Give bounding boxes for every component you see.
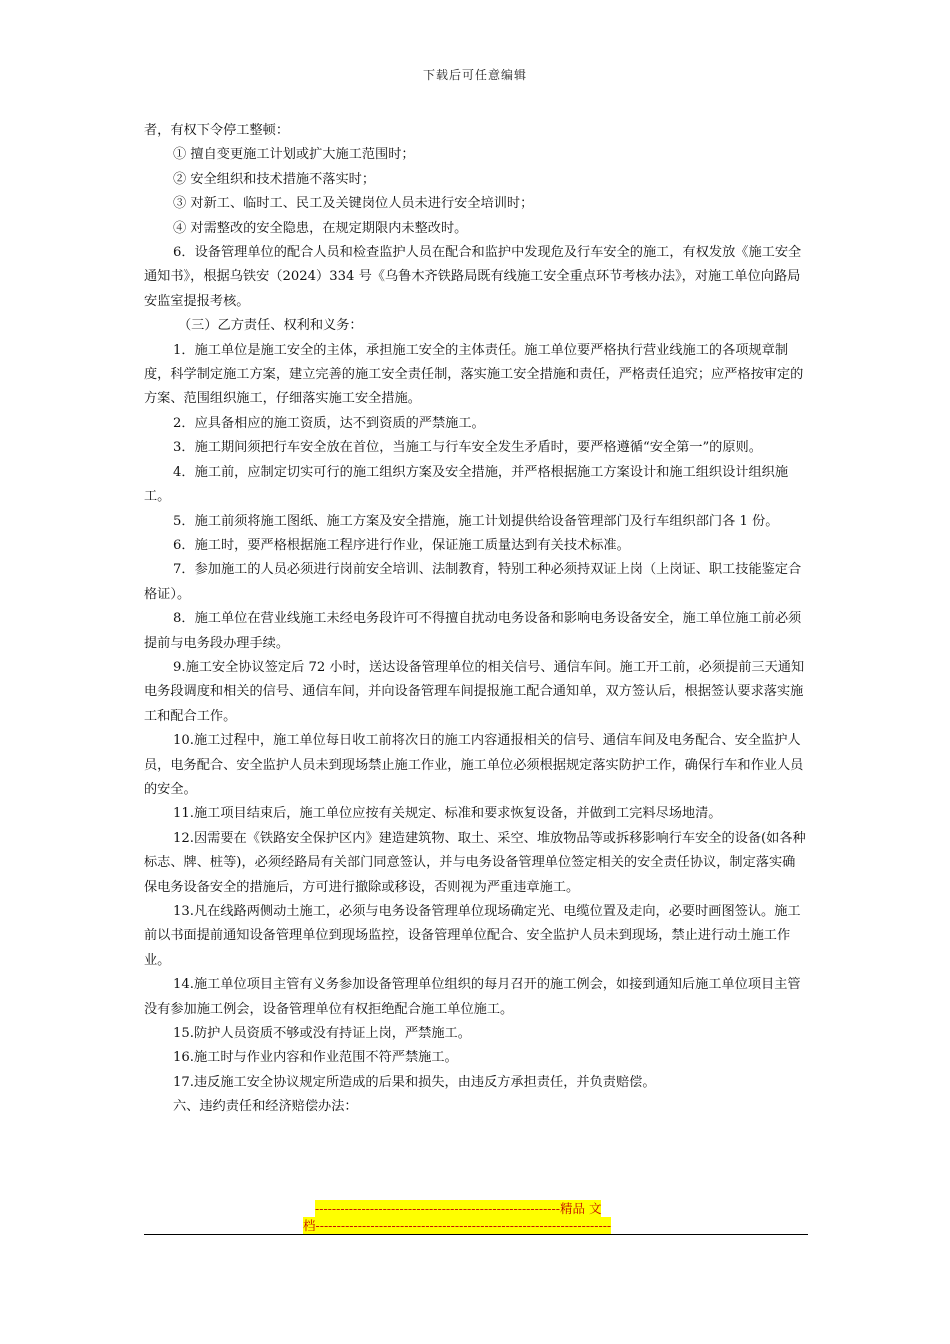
paragraph: 16.施工时与作业内容和作业范围不符严禁施工。	[173, 1050, 458, 1066]
paragraph: 13.凡在线路两侧动土施工，必须与电务设备管理单位现场确定光、电缆位置及走向，必要时画图签认。施工前以书面提前通知设备管理单位到现场监控，设备管理单位配合、安全监护人员未到现场，禁止进行动土施工作业。	[144, 904, 801, 968]
list-item: ② 安全组织和技术措施不落实时；	[173, 171, 376, 187]
paragraph: 17.违反施工安全协议规定所造成的后果和损失，由违反方承担责任，并负责赔偿。	[173, 1074, 656, 1090]
paragraph: 2．应具备相应的施工资质，达不到资质的严禁施工。	[173, 415, 485, 431]
list-item: ④ 对需整改的安全隐患，在规定期限内未整改时。	[173, 220, 468, 236]
paragraph: 12.因需要在《铁路安全保护区内》建造建筑物、取土、采空、堆放物品等或拆移影响行车安全的设备(如各种标志、牌、桩等)，必须经路局有关部门同意签认，并与电务设备管理单位签定相关的安全责任协议，制定落实确保电务设备安全的措施后，方可进行撤除或移设，否则视为严重违章施工。	[144, 830, 806, 895]
paragraph: 14.施工单位项目主管有义务参加设备管理单位组织的每月召开的施工例会，如接到通知后施工单位项目主管没有参加施工例会，设备管理单位有权拒绝配合施工单位施工。	[144, 977, 801, 1017]
footer-divider	[144, 1234, 808, 1235]
paragraph: 5．施工前须将施工图纸、施工方案及安全措施，施工计划提供给设备管理部门及行车组织部门各 1 份。	[173, 513, 779, 529]
paragraph: 7．参加施工的人员必须进行岗前安全培训、法制教育，特别工种必须持双证上岗（上岗证、职工技能鉴定合格证）。	[144, 562, 802, 602]
document-body	[144, 119, 808, 1120]
paragraph: 15.防护人员资质不够或没有持证上岗，严禁施工。	[173, 1026, 471, 1042]
footer-watermark-line-2: 档----------------------------------------------------------------------	[303, 1218, 612, 1233]
footer-watermark-line-1: ----------------------------------------------------------精品 文	[315, 1201, 602, 1216]
paragraph: 10.施工过程中，施工单位每日收工前将次日的施工内容通报相关的信号、通信车间及电务配合、安全监护人员，电务配合、安全监护人员未到现场禁止施工作业，施工单位必须根据规定落实防护工作，确保行车和作业人员的安全。	[144, 733, 804, 797]
paragraph: 6．施工时，要严格根据施工程序进行作业，保证施工质量达到有关技术标准。	[173, 537, 630, 553]
list-item: ① 擅自变更施工计划或扩大施工范围时；	[173, 147, 415, 163]
section-heading: （三）乙方责任、权利和义务：	[178, 318, 363, 334]
paragraph: 3．施工期间须把行车安全放在首位，当施工与行车安全发生矛盾时，要严格遵循“安全第一”的原则。	[173, 440, 762, 456]
list-item: ③ 对新工、临时工、民工及关键岗位人员未进行安全培训时；	[173, 196, 534, 212]
paragraph: 11.施工项目结束后，施工单位应按有关规定、标准和要求恢复设备，并做到工完料尽场地清。	[173, 806, 722, 822]
paragraph: 4．施工前，应制定切实可行的施工组织方案及安全措施，并严格根据施工方案设计和施工组织设计组织施工。	[144, 464, 789, 505]
paragraph: 者，有权下令停工整顿：	[144, 123, 290, 138]
paragraph: 1．施工单位是施工安全的主体，承担施工安全的主体责任。施工单位要严格执行营业线施工的各项规章制度，科学制定施工方案，建立完善的施工安全责任制，落实施工安全措施和责任，严格责任追究；应严格按审定的方案、范围组织施工，仔细落实施工安全措施。	[144, 342, 804, 407]
paragraph: 8．施工单位在营业线施工未经电务段许可不得擅自扰动电务设备和影响电务设备安全，施工单位施工前必须提前与电务段办理手续。	[144, 611, 802, 651]
paragraph: 9.施工安全协议签定后 72 小时，送达设备管理单位的相关信号、通信车间。施工开工前，必须提前三天通知电务段调度和相关的信号、通信车间，并向设备管理车间提报施工配合通知单，双方签认后，根据签认要求落实施工和配合工作。	[144, 659, 805, 724]
paragraph: 6．设备管理单位的配合人员和检查监护人员在配合和监护中发现危及行车安全的施工，有权发放《施工安全通知书》，根据乌铁安（2024）334 号《乌鲁木齐铁路局既有线施工安全重点环节考核办法》，对施工单位向路局安监室提报考核。	[144, 245, 802, 309]
section-heading: 六、违约责任和经济赔偿办法：	[173, 1099, 358, 1115]
page-header: 下载后可任意编辑	[422, 68, 527, 82]
